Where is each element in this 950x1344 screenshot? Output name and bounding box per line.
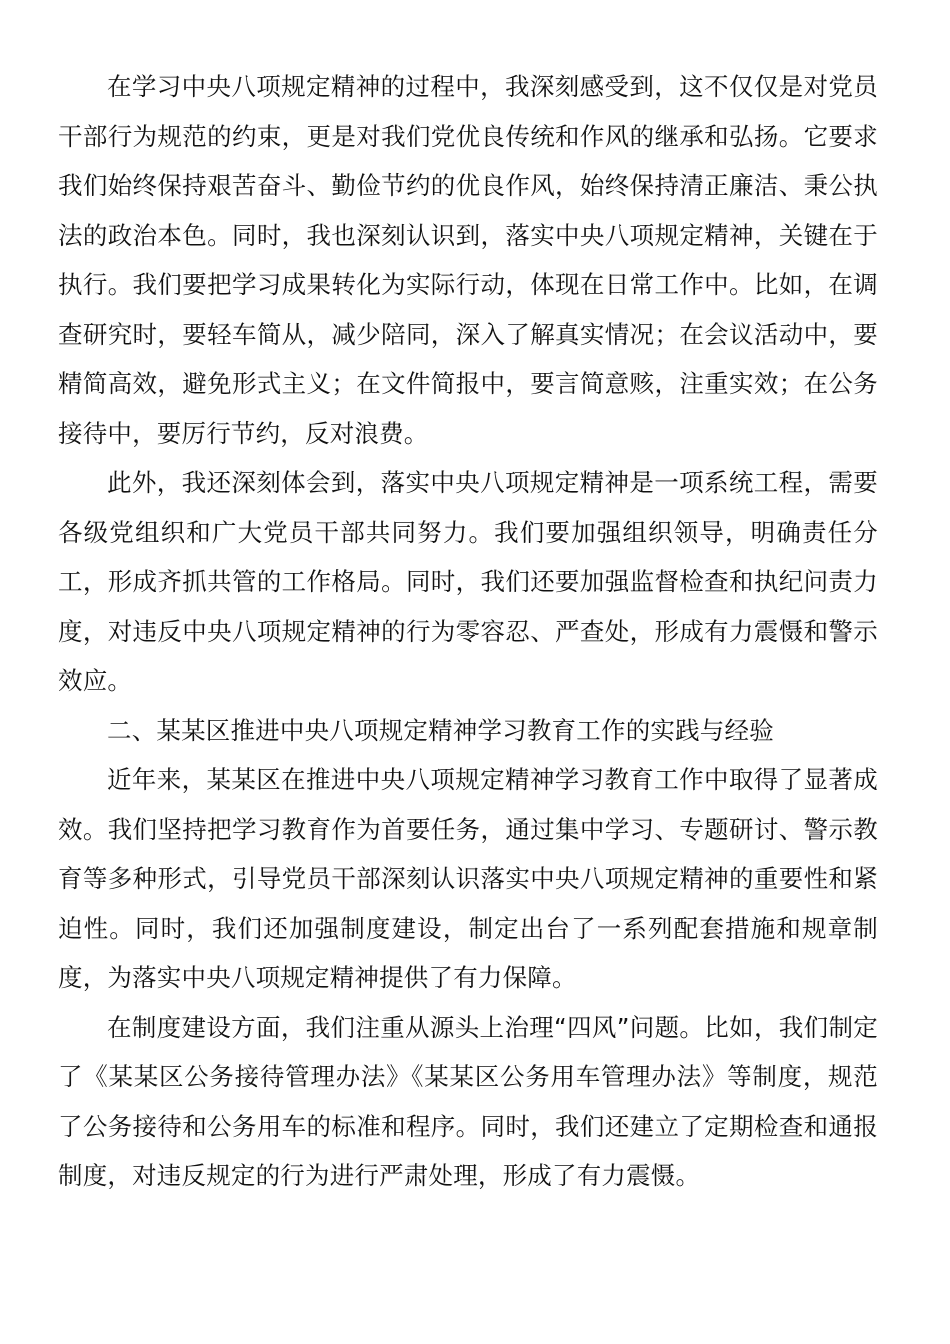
section-heading-practice-experience: 二、某某区推进中央八项规定精神学习教育工作的实践与经验	[107, 715, 774, 745]
document-body	[58, 62, 878, 1201]
paragraph-study-reflection: 在学习中央八项规定精神的过程中，我深刻感受到，这不仅仅是对党员干部行为规范的约束，更是对我们党优良传统和作风的继承和弘扬。它要求我们始终保持艰苦奋斗、勤俭节约的优良作风，始终保持清正廉洁、秉公执法的政治本色。同时，我也深刻认识到，落实中央八项规定精神，关键在于执行。我们要把学习成果转化为实际行动，体现在日常工作中。比如，在调查研究时，要轻车简从，减少陪同，深入了解真实情况；在会议活动中，要精简高效，避免形式主义；在文件简报中，要言简意赅，注重实效；在公务接待中，要厉行节约，反对浪费。	[58, 72, 878, 448]
paragraph-system-engineering: 此外，我还深刻体会到，落实中央八项规定精神是一项系统工程，需要各级党组织和广大党员干部共同努力。我们要加强组织领导，明确责任分工，形成齐抓共管的工作格局。同时，我们还要加强监督检查和执纪问责力度，对违反中央八项规定精神的行为零容忍、严查处，形成有力震慑和警示效应。	[58, 468, 878, 695]
paragraph-institution-building: 在制度建设方面，我们注重从源头上治理“四风”问题。比如，我们制定了《某某区公务接待管理办法》《某某区公务用车管理办法》等制度，规范了公务接待和公务用车的标准和程序。同时，我们还建立了定期检查和通报制度，对违反规定的行为进行严肃处理，形成了有力震慑。	[58, 1012, 878, 1190]
paragraph-district-achievements: 近年来，某某区在推进中央八项规定精神学习教育工作中取得了显著成效。我们坚持把学习教育作为首要任务，通过集中学习、专题研讨、警示教育等多种形式，引导党员干部深刻认识落实中央八项规定精神的重要性和紧迫性。同时，我们还加强制度建设，制定出台了一系列配套措施和规章制度，为落实中央八项规定精神提供了有力保障。	[58, 765, 878, 992]
